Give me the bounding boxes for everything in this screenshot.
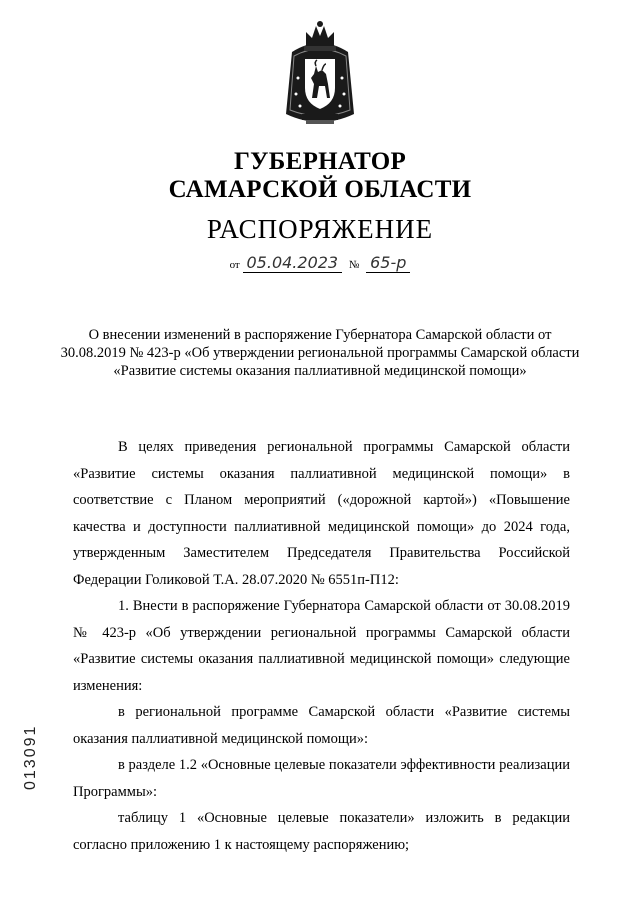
document-type: РАСПОРЯЖЕНИЕ <box>206 214 434 244</box>
number-label: № <box>348 259 360 271</box>
date-prefix: от <box>229 259 240 271</box>
body-paragraph: в разделе 1.2 «Основные целевые показатели эффективности реализации Программы»: <box>73 757 570 800</box>
order-number: 65-р <box>366 255 410 273</box>
order-date-number <box>0 255 640 273</box>
samara-coat-of-arms-icon <box>284 18 356 136</box>
body-paragraph: В целях приведения региональной программы Самарской области «Развитие системы оказания паллиативной медицинской помощи» в соответствие с Планом мероприятий («дорожной картой») «Повышение качества и доступности паллиативной медицинской помощи» до 2024 года, утвержденным Заместителем Председателя Правительства Российской Федерации Голиковой Т.А. 28.07.2020 № 6551п-П12: <box>73 439 570 588</box>
order-date: 05.04.2023 <box>243 255 343 273</box>
body-paragraph: в региональной программе Самарской области «Развитие системы оказания паллиативной медицинской помощи»: <box>73 704 570 747</box>
body-paragraph: 1. Внести в распоряжение Губернатора Самарской области от 30.08.2019 № 423-р «Об утверждении региональной программы Самарской области «Развитие системы оказания паллиативной медицинской помощи» следующие изменения: <box>73 598 570 694</box>
document-subject: О внесении изменений в распоряжение Губернатора Самарской области от 30.08.2019 № 423-р «Об утверждении региональной программы Самарской области «Развитие системы оказания паллиативной медицинской помощи» <box>60 327 580 379</box>
body-paragraph: таблицу 1 «Основные целевые показатели» изложить в редакции согласно приложению 1 к настоящему распоряжению; <box>73 810 570 853</box>
title-region: САМАРСКОЙ ОБЛАСТИ <box>168 176 472 203</box>
document-body <box>73 434 570 858</box>
side-serial-number: 013091 <box>22 724 39 790</box>
title-governor: ГУБЕРНАТОР <box>233 148 407 175</box>
